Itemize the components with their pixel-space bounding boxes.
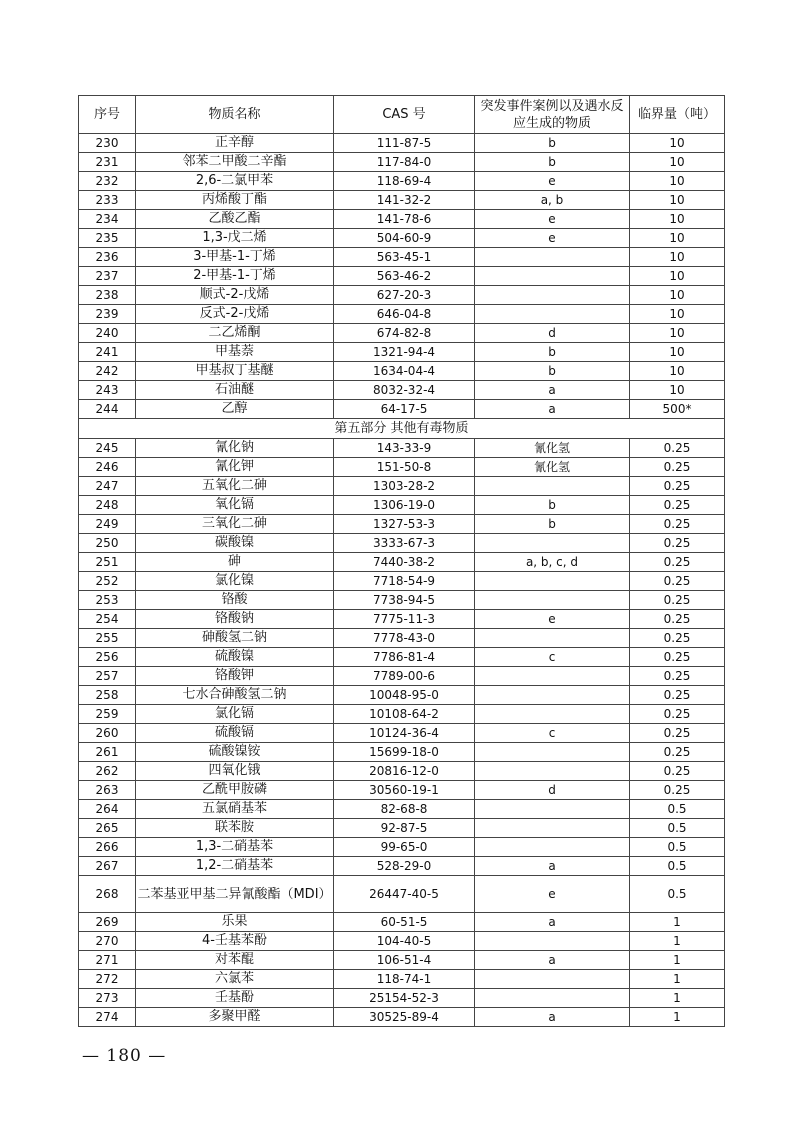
- table-row: [79, 381, 725, 400]
- cell-event: d: [475, 324, 630, 343]
- cell-seq: 238: [79, 286, 136, 305]
- cell-name: 乐果: [136, 913, 334, 932]
- table-row: [79, 286, 725, 305]
- table-row: [79, 248, 725, 267]
- cell-cas: 8032-32-4: [334, 381, 475, 400]
- table-row: [79, 210, 725, 229]
- cell-seq: 265: [79, 819, 136, 838]
- header-name: 物质名称: [136, 96, 334, 134]
- cell-seq: 242: [79, 362, 136, 381]
- table-row: [79, 229, 725, 248]
- table-row: [79, 989, 725, 1008]
- cell-threshold: 0.25: [630, 477, 725, 496]
- cell-threshold: 0.25: [630, 553, 725, 572]
- cell-cas: 143-33-9: [334, 439, 475, 458]
- cell-name: 1,2-二硝基苯: [136, 857, 334, 876]
- cell-seq: 255: [79, 629, 136, 648]
- cell-event: a: [475, 400, 630, 419]
- cell-cas: 117-84-0: [334, 153, 475, 172]
- cell-name: 顺式-2-戊烯: [136, 286, 334, 305]
- cell-name: 丙烯酸丁酯: [136, 191, 334, 210]
- cell-name: 壬基酚: [136, 989, 334, 1008]
- cell-event: e: [475, 172, 630, 191]
- cell-event: [475, 477, 630, 496]
- cell-cas: 30560-19-1: [334, 781, 475, 800]
- cell-threshold: 10: [630, 324, 725, 343]
- cell-name: 氧化镉: [136, 496, 334, 515]
- cell-cas: 118-69-4: [334, 172, 475, 191]
- cell-seq: 244: [79, 400, 136, 419]
- table-row: [79, 629, 725, 648]
- cell-threshold: 10: [630, 362, 725, 381]
- table-row: [79, 553, 725, 572]
- cell-name: 石油醚: [136, 381, 334, 400]
- table-row: [79, 515, 725, 534]
- cell-name: 1,3-戊二烯: [136, 229, 334, 248]
- cell-threshold: 1: [630, 932, 725, 951]
- cell-name: 2-甲基-1-丁烯: [136, 267, 334, 286]
- table-row: [79, 932, 725, 951]
- cell-name: 对苯醌: [136, 951, 334, 970]
- table-row: [79, 324, 725, 343]
- cell-cas: 10048-95-0: [334, 686, 475, 705]
- cell-threshold: 0.5: [630, 857, 725, 876]
- cell-name: 乙酸乙酯: [136, 210, 334, 229]
- table-row: [79, 724, 725, 743]
- cell-cas: 25154-52-3: [334, 989, 475, 1008]
- table-row: [79, 172, 725, 191]
- table-row: [79, 686, 725, 705]
- cell-seq: 236: [79, 248, 136, 267]
- cell-event: a: [475, 1008, 630, 1027]
- cell-seq: 270: [79, 932, 136, 951]
- cell-threshold: 0.25: [630, 458, 725, 477]
- cell-name: 1,3-二硝基苯: [136, 838, 334, 857]
- table-row: [79, 267, 725, 286]
- table-row: [79, 343, 725, 362]
- cell-threshold: 0.25: [630, 781, 725, 800]
- cell-event: [475, 838, 630, 857]
- cell-name: 甲基萘: [136, 343, 334, 362]
- cell-cas: 1303-28-2: [334, 477, 475, 496]
- cell-event: b: [475, 153, 630, 172]
- cell-event: [475, 572, 630, 591]
- cell-name: 硫酸镍铵: [136, 743, 334, 762]
- table-row: [79, 153, 725, 172]
- cell-cas: 92-87-5: [334, 819, 475, 838]
- cell-cas: 7778-43-0: [334, 629, 475, 648]
- cell-seq: 259: [79, 705, 136, 724]
- cell-threshold: 10: [630, 229, 725, 248]
- cell-name: 六氯苯: [136, 970, 334, 989]
- cell-event: [475, 762, 630, 781]
- cell-event: 氰化氢: [475, 439, 630, 458]
- cell-event: [475, 800, 630, 819]
- cell-seq: 233: [79, 191, 136, 210]
- cell-threshold: 0.25: [630, 496, 725, 515]
- table-row: [79, 305, 725, 324]
- cell-threshold: 10: [630, 210, 725, 229]
- cell-seq: 245: [79, 439, 136, 458]
- cell-seq: 252: [79, 572, 136, 591]
- cell-threshold: 10: [630, 153, 725, 172]
- cell-name: 多聚甲醛: [136, 1008, 334, 1027]
- cell-event: b: [475, 134, 630, 153]
- cell-event: [475, 970, 630, 989]
- cell-threshold: 1: [630, 913, 725, 932]
- cell-seq: 243: [79, 381, 136, 400]
- cell-name: 乙醇: [136, 400, 334, 419]
- cell-seq: 271: [79, 951, 136, 970]
- cell-event: a: [475, 381, 630, 400]
- cell-seq: 241: [79, 343, 136, 362]
- cell-cas: 20816-12-0: [334, 762, 475, 781]
- cell-event: [475, 591, 630, 610]
- table-row: [79, 705, 725, 724]
- cell-event: c: [475, 724, 630, 743]
- cell-event: [475, 686, 630, 705]
- cell-cas: 10108-64-2: [334, 705, 475, 724]
- cell-cas: 7718-54-9: [334, 572, 475, 591]
- cell-threshold: 10: [630, 286, 725, 305]
- cell-event: e: [475, 610, 630, 629]
- cell-name: 碳酸镍: [136, 534, 334, 553]
- cell-seq: 250: [79, 534, 136, 553]
- cell-cas: 111-87-5: [334, 134, 475, 153]
- cell-cas: 7786-81-4: [334, 648, 475, 667]
- cell-threshold: 10: [630, 134, 725, 153]
- cell-event: a, b, c, d: [475, 553, 630, 572]
- cell-seq: 257: [79, 667, 136, 686]
- cell-seq: 251: [79, 553, 136, 572]
- cell-cas: 1327-53-3: [334, 515, 475, 534]
- cell-seq: 235: [79, 229, 136, 248]
- cell-threshold: 10: [630, 191, 725, 210]
- table-row: [79, 743, 725, 762]
- table-row: [79, 819, 725, 838]
- cell-cas: 1634-04-4: [334, 362, 475, 381]
- cell-cas: 7440-38-2: [334, 553, 475, 572]
- cell-threshold: 0.25: [630, 705, 725, 724]
- cell-event: [475, 743, 630, 762]
- table-row: [79, 400, 725, 419]
- cell-name: 正辛醇: [136, 134, 334, 153]
- cell-name: 邻苯二甲酸二辛酯: [136, 153, 334, 172]
- cell-threshold: 0.5: [630, 876, 725, 913]
- cell-cas: 104-40-5: [334, 932, 475, 951]
- cell-seq: 239: [79, 305, 136, 324]
- table-row: [79, 951, 725, 970]
- table-row: [79, 648, 725, 667]
- cell-name: 氰化钠: [136, 439, 334, 458]
- cell-cas: 7775-11-3: [334, 610, 475, 629]
- section-row: [79, 419, 725, 439]
- cell-threshold: 0.25: [630, 591, 725, 610]
- table-row: [79, 838, 725, 857]
- cell-name: 砷酸氢二钠: [136, 629, 334, 648]
- header-cas: CAS 号: [334, 96, 475, 134]
- cell-event: e: [475, 229, 630, 248]
- cell-name: 五氧化二砷: [136, 477, 334, 496]
- cell-cas: 10124-36-4: [334, 724, 475, 743]
- cell-name: 三氧化二砷: [136, 515, 334, 534]
- table-row: [79, 667, 725, 686]
- cell-threshold: 10: [630, 248, 725, 267]
- cell-threshold: 1: [630, 970, 725, 989]
- cell-event: [475, 819, 630, 838]
- cell-name: 氯化镉: [136, 705, 334, 724]
- cell-name: 铬酸钠: [136, 610, 334, 629]
- cell-seq: 247: [79, 477, 136, 496]
- cell-cas: 99-65-0: [334, 838, 475, 857]
- cell-name: 氰化钾: [136, 458, 334, 477]
- cell-name: 甲基叔丁基醚: [136, 362, 334, 381]
- cell-cas: 30525-89-4: [334, 1008, 475, 1027]
- substance-table: [78, 95, 725, 1027]
- table-row: [79, 781, 725, 800]
- table-row: [79, 857, 725, 876]
- table-row: [79, 1008, 725, 1027]
- cell-event: a, b: [475, 191, 630, 210]
- cell-seq: 246: [79, 458, 136, 477]
- cell-name: 3-甲基-1-丁烯: [136, 248, 334, 267]
- cell-seq: 234: [79, 210, 136, 229]
- cell-threshold: 0.25: [630, 572, 725, 591]
- cell-event: [475, 534, 630, 553]
- cell-seq: 264: [79, 800, 136, 819]
- cell-event: d: [475, 781, 630, 800]
- cell-seq: 272: [79, 970, 136, 989]
- cell-seq: 232: [79, 172, 136, 191]
- cell-name: 4-壬基苯酚: [136, 932, 334, 951]
- cell-threshold: 1: [630, 1008, 725, 1027]
- cell-event: b: [475, 515, 630, 534]
- cell-event: a: [475, 913, 630, 932]
- cell-cas: 627-20-3: [334, 286, 475, 305]
- cell-threshold: 1: [630, 951, 725, 970]
- cell-name: 二乙烯酮: [136, 324, 334, 343]
- cell-event: c: [475, 648, 630, 667]
- cell-seq: 269: [79, 913, 136, 932]
- cell-name: 氯化镍: [136, 572, 334, 591]
- cell-seq: 240: [79, 324, 136, 343]
- cell-seq: 263: [79, 781, 136, 800]
- cell-threshold: 10: [630, 267, 725, 286]
- table-row: [79, 762, 725, 781]
- cell-threshold: 0.5: [630, 800, 725, 819]
- cell-threshold: 0.25: [630, 610, 725, 629]
- cell-cas: 118-74-1: [334, 970, 475, 989]
- cell-event: b: [475, 496, 630, 515]
- cell-event: [475, 267, 630, 286]
- cell-event: [475, 989, 630, 1008]
- cell-seq: 266: [79, 838, 136, 857]
- cell-threshold: 0.25: [630, 515, 725, 534]
- table-row: [79, 610, 725, 629]
- cell-name: 七水合砷酸氢二钠: [136, 686, 334, 705]
- cell-event: e: [475, 876, 630, 913]
- table-row: [79, 876, 725, 913]
- cell-seq: 237: [79, 267, 136, 286]
- cell-cas: 106-51-4: [334, 951, 475, 970]
- cell-seq: 273: [79, 989, 136, 1008]
- cell-name: 四氧化锇: [136, 762, 334, 781]
- cell-cas: 7789-00-6: [334, 667, 475, 686]
- cell-threshold: 0.5: [630, 838, 725, 857]
- table-row: [79, 134, 725, 153]
- cell-threshold: 10: [630, 172, 725, 191]
- cell-threshold: 0.25: [630, 667, 725, 686]
- cell-event: a: [475, 951, 630, 970]
- table-row: [79, 970, 725, 989]
- cell-threshold: 0.25: [630, 743, 725, 762]
- cell-threshold: 10: [630, 381, 725, 400]
- cell-cas: 3333-67-3: [334, 534, 475, 553]
- cell-cas: 141-78-6: [334, 210, 475, 229]
- cell-threshold: 0.25: [630, 439, 725, 458]
- cell-name: 乙酰甲胺磷: [136, 781, 334, 800]
- cell-seq: 268: [79, 876, 136, 913]
- cell-cas: 15699-18-0: [334, 743, 475, 762]
- cell-threshold: 0.25: [630, 534, 725, 553]
- cell-cas: 646-04-8: [334, 305, 475, 324]
- header-seq: 序号: [79, 96, 136, 134]
- cell-seq: 262: [79, 762, 136, 781]
- cell-threshold: 0.25: [630, 762, 725, 781]
- table-row: [79, 439, 725, 458]
- table-row: [79, 800, 725, 819]
- cell-seq: 267: [79, 857, 136, 876]
- cell-name: 二苯基亚甲基二异氰酸酯（MDI）: [136, 876, 334, 913]
- cell-threshold: 0.25: [630, 724, 725, 743]
- cell-seq: 230: [79, 134, 136, 153]
- cell-cas: 141-32-2: [334, 191, 475, 210]
- cell-event: [475, 667, 630, 686]
- cell-name: 2,6-二氯甲苯: [136, 172, 334, 191]
- table-header-row: [79, 96, 725, 134]
- cell-event: [475, 629, 630, 648]
- cell-threshold: 1: [630, 989, 725, 1008]
- cell-event: e: [475, 210, 630, 229]
- table-row: [79, 191, 725, 210]
- cell-cas: 1306-19-0: [334, 496, 475, 515]
- cell-threshold: 0.25: [630, 648, 725, 667]
- cell-cas: 60-51-5: [334, 913, 475, 932]
- table-row: [79, 534, 725, 553]
- cell-event: [475, 286, 630, 305]
- cell-event: [475, 248, 630, 267]
- cell-name: 砷: [136, 553, 334, 572]
- cell-event: [475, 705, 630, 724]
- cell-event: [475, 305, 630, 324]
- cell-cas: 1321-94-4: [334, 343, 475, 362]
- table-row: [79, 572, 725, 591]
- cell-name: 铬酸钾: [136, 667, 334, 686]
- cell-name: 反式-2-戊烯: [136, 305, 334, 324]
- cell-threshold: 10: [630, 305, 725, 324]
- cell-event: b: [475, 362, 630, 381]
- cell-event: 氰化氢: [475, 458, 630, 477]
- cell-cas: 674-82-8: [334, 324, 475, 343]
- cell-seq: 260: [79, 724, 136, 743]
- cell-seq: 261: [79, 743, 136, 762]
- cell-cas: 64-17-5: [334, 400, 475, 419]
- cell-cas: 82-68-8: [334, 800, 475, 819]
- table-row: [79, 496, 725, 515]
- cell-seq: 253: [79, 591, 136, 610]
- cell-cas: 563-45-1: [334, 248, 475, 267]
- page-number: — 180 —: [82, 1046, 167, 1066]
- cell-threshold: 0.5: [630, 819, 725, 838]
- table-row: [79, 591, 725, 610]
- cell-threshold: 0.25: [630, 686, 725, 705]
- cell-event: b: [475, 343, 630, 362]
- table-body: [79, 134, 725, 1027]
- cell-cas: 563-46-2: [334, 267, 475, 286]
- cell-cas: 528-29-0: [334, 857, 475, 876]
- header-threshold: 临界量（吨）: [630, 96, 725, 134]
- cell-seq: 249: [79, 515, 136, 534]
- table-row: [79, 458, 725, 477]
- cell-cas: 151-50-8: [334, 458, 475, 477]
- table-row: [79, 913, 725, 932]
- cell-cas: 7738-94-5: [334, 591, 475, 610]
- cell-seq: 248: [79, 496, 136, 515]
- cell-seq: 256: [79, 648, 136, 667]
- table-row: [79, 477, 725, 496]
- cell-seq: 258: [79, 686, 136, 705]
- cell-event: a: [475, 857, 630, 876]
- cell-name: 五氯硝基苯: [136, 800, 334, 819]
- cell-seq: 274: [79, 1008, 136, 1027]
- cell-threshold: 500*: [630, 400, 725, 419]
- cell-name: 联苯胺: [136, 819, 334, 838]
- cell-seq: 231: [79, 153, 136, 172]
- cell-name: 铬酸: [136, 591, 334, 610]
- cell-threshold: 0.25: [630, 629, 725, 648]
- table-row: [79, 362, 725, 381]
- cell-threshold: 10: [630, 343, 725, 362]
- cell-event: [475, 932, 630, 951]
- cell-cas: 26447-40-5: [334, 876, 475, 913]
- cell-name: 硫酸镉: [136, 724, 334, 743]
- cell-cas: 504-60-9: [334, 229, 475, 248]
- cell-seq: 254: [79, 610, 136, 629]
- cell-name: 硫酸镍: [136, 648, 334, 667]
- header-event: 突发事件案例以及遇水反应生成的物质: [475, 96, 630, 134]
- section-title: 第五部分 其他有毒物质: [79, 419, 725, 439]
